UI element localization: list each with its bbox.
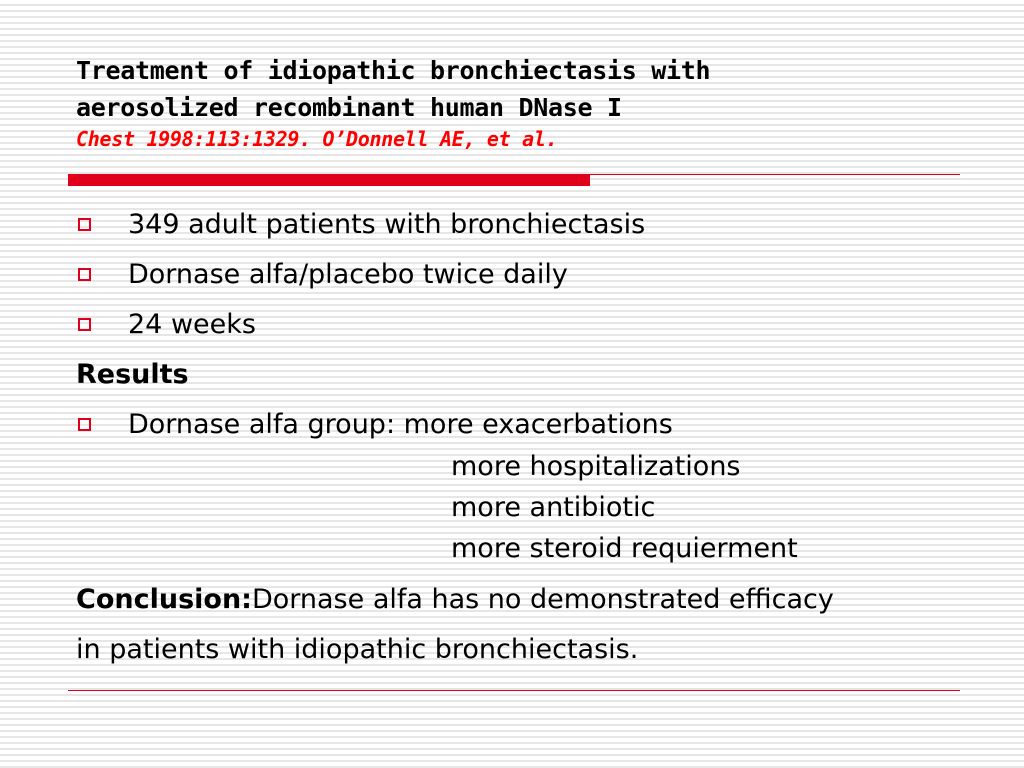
title-divider-thin [590,174,960,175]
title-line-1: Treatment of idiopathic bronchiectasis with [76,56,711,85]
results-bullet [76,404,976,446]
results-continuation-line: more hospitalizations [451,451,741,482]
results-continuation-line: more antibiotic [451,492,656,523]
square-bullet-icon [78,268,91,281]
conclusion-line-2: in patients with idiopathic bronchiectasis. [76,634,639,665]
conclusion-text: Dornase alfa has no demonstrated efficacy [251,584,834,615]
square-bullet-icon [78,318,91,331]
results-continuation-line: more steroid requierment [451,533,798,564]
bullet-item [76,304,976,346]
bullet-text: 349 adult patients with bronchiectasis [128,209,646,240]
square-bullet-icon [78,218,91,231]
bullet-text: 24 weeks [128,309,256,340]
slide-title [76,52,956,152]
bullet-text: Dornase alfa/placebo twice daily [128,259,568,290]
slide-body [76,204,976,675]
title-line-2: aerosolized recombinant human DNase I [76,93,622,122]
conclusion-label: Conclusion: [76,584,252,615]
bullet-item [76,204,976,246]
square-bullet-icon [78,418,91,431]
conclusion-line-1 [76,575,976,625]
bottom-divider [68,690,960,691]
title-divider-thick [68,174,590,186]
bullet-text: Dornase alfa group: more exacerbations [128,409,673,440]
results-heading: Results [76,359,189,390]
bullet-item [76,254,976,296]
title-citation: Chest 1998:113:1329. O’Donnell AE, et al. [76,127,558,151]
